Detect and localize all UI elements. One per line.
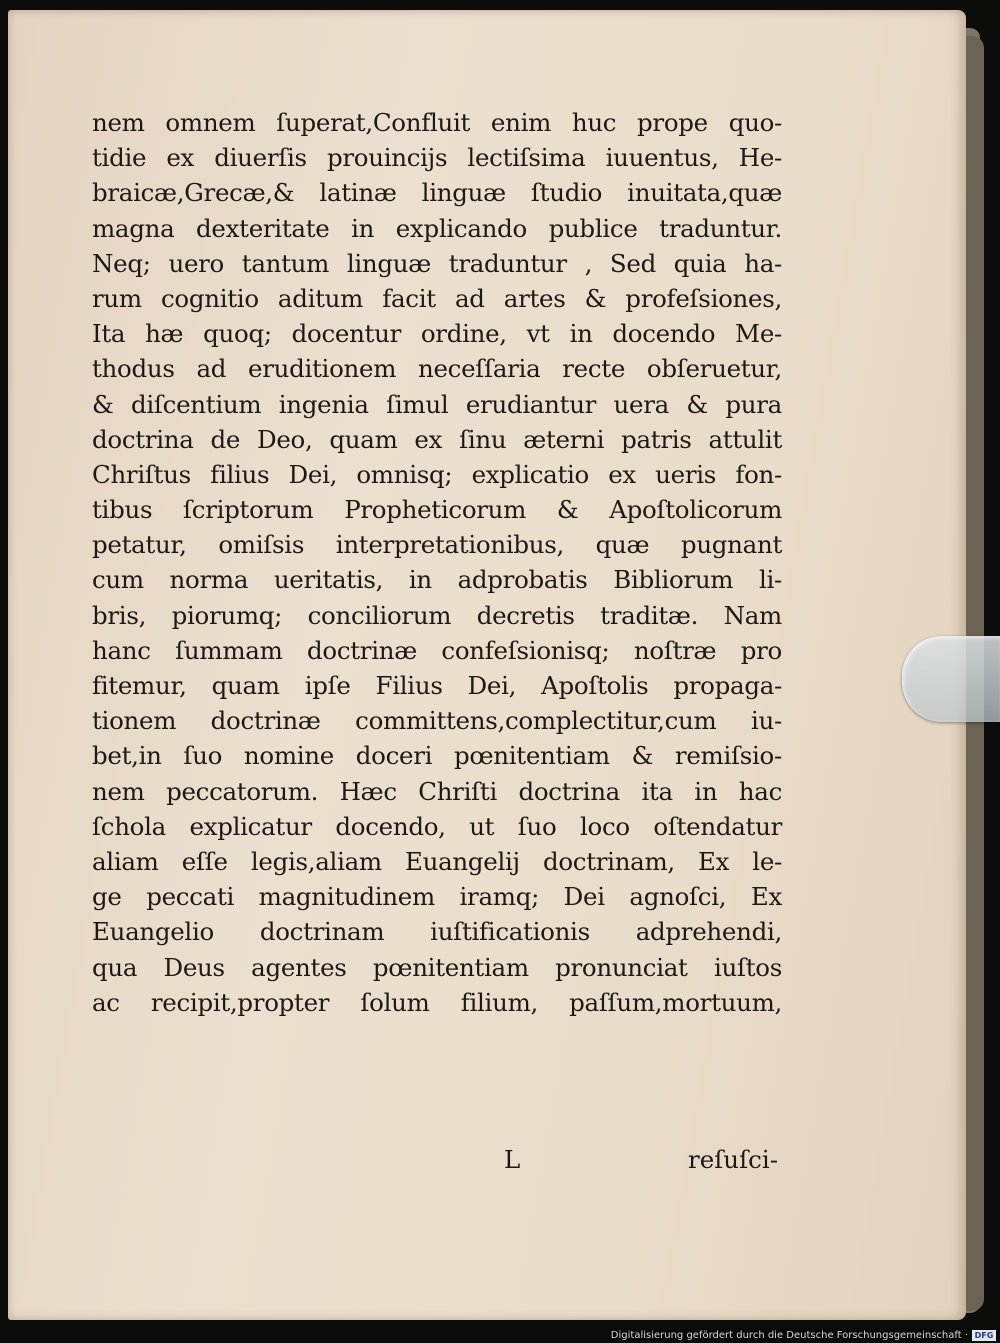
text-line: doctrina de Deo, quam ex ſinu æterni patris attulit	[92, 424, 782, 454]
page-clip	[902, 636, 1000, 722]
book-page	[8, 10, 966, 1320]
text-line: aliam eſſe legis,aliam Euangelij doctrinam, Ex le-	[92, 846, 782, 876]
text-line: tibus ſcriptorum Propheticorum & Apoſtolicorum	[92, 495, 782, 525]
text-line: fitemur, quam ipſe Filius Dei, Apoſtolis propaga-	[92, 671, 782, 700]
text-line: braicæ,Grecæ,& latinæ linguæ ſtudio inuitata,quæ	[92, 178, 782, 208]
text-line: Euangelio doctrinam iuſtificationis adprehendi,	[92, 917, 782, 947]
text-line: tidie ex diuerſis prouincijs lectiſsima iuuentus, He-	[92, 143, 782, 173]
page-footer-marks	[92, 1142, 782, 1177]
signature-mark: L	[504, 1145, 521, 1174]
text-line: ſchola explicatur docendo, ut ſuo loco oſtendatur	[92, 811, 782, 841]
text-line: ge peccati magnitudinem iramq; Dei agnoſci, Ex	[92, 882, 782, 912]
text-line: nem peccatorum. Hæc Chriſti doctrina ita in hac	[92, 776, 782, 806]
text-line: thodus ad eruditionem neceſſaria recte obſeruetur,	[92, 354, 782, 384]
catchword: reſuſci-	[688, 1145, 778, 1174]
text-line: qua Deus agentes pœnitentiam pronunciat iuſtos	[92, 952, 782, 982]
text-line: rum cognitio aditum facit ad artes & profeſsiones,	[92, 283, 782, 313]
page-text-block	[92, 105, 782, 1020]
text-line: nem omnem ſuperat,Confluit enim huc prope quo-	[92, 108, 782, 137]
text-line: petatur, omiſsis interpretationibus, quæ pugnant	[92, 530, 782, 560]
text-line: hanc ſummam doctrinæ confeſsionisq; noſtræ pro	[92, 635, 782, 665]
text-line: cum norma ueritatis, in adprobatis Bibliorum li-	[92, 565, 782, 595]
text-line: Ita hæ quoq; docentur ordine, vt in docendo Me-	[92, 319, 782, 349]
text-line: bet,in ſuo nomine doceri pœnitentiam & remiſsio-	[92, 741, 782, 771]
text-line: bris, piorumq; conciliorum decretis traditæ. Nam	[92, 600, 782, 630]
digitization-credit: Digitalisierung gefördert durch die Deutsche Forschungsgemeinschaft ·	[610, 1330, 968, 1341]
dfg-logo: DFG	[972, 1330, 996, 1341]
text-line: Neq; uero tantum linguæ traduntur , Sed quia ha-	[92, 248, 782, 278]
text-line: magna dexteritate in explicando publice traduntur.	[92, 213, 782, 243]
text-line: & diſcentium ingenia ſimul erudiantur uera & pura	[92, 389, 782, 419]
text-line: tionem doctrinæ committens,complectitur,cum iu-	[92, 706, 782, 736]
text-line: ac recipit,propter ſolum filium, paſſum,mortuum,	[92, 987, 782, 1017]
text-line: Chriſtus filius Dei, omnisq; explicatio ex ueris fon-	[92, 459, 782, 489]
